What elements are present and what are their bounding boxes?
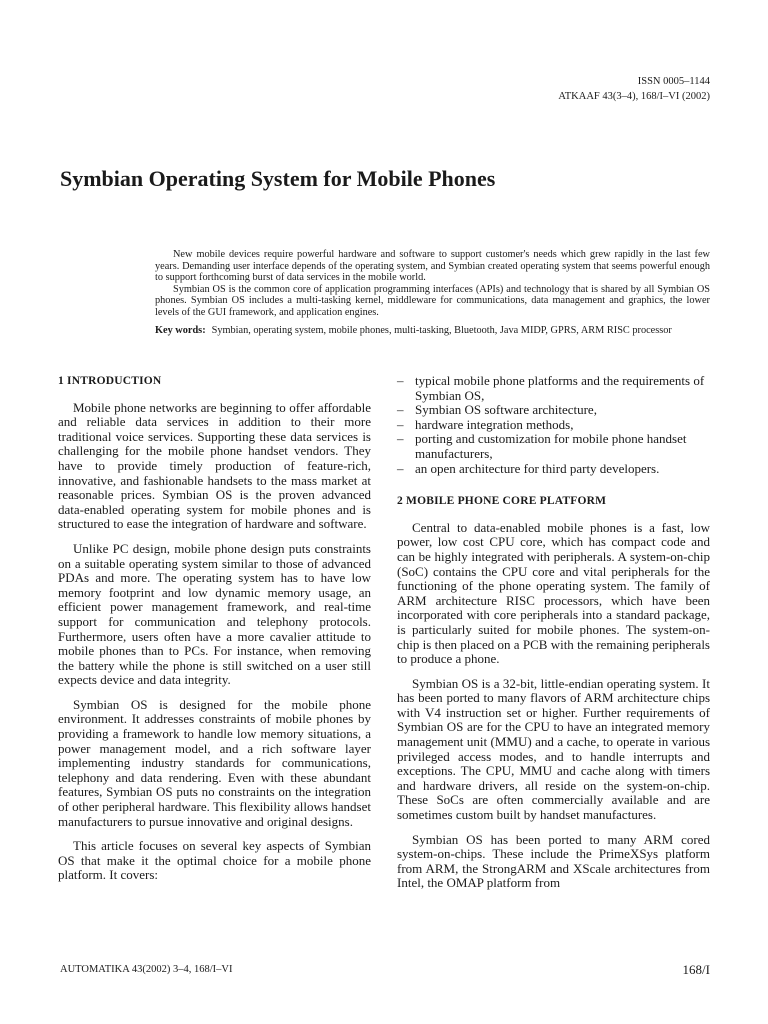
page-number: 168/I xyxy=(682,962,710,977)
paragraph: Central to data-enabled mobile phones is a fast, low power, low cost CPU core, which has compact code and can be highly integrated with peripherals. A system-on-chip (SoC) contains the CPU core and vital peripherals for the functioning of the phone operating system. The family of ARM architecture RISC processors, which have been incorporated with core peripherals into a standard package, is particularly suited for mobile phones. The system-on-chip is then placed on a PCB with the remaining peripherals to produce a phone. xyxy=(397,519,710,667)
keywords-label: Key words: xyxy=(155,324,206,336)
footer-journal: AUTOMATIKA 43(2002) 3–4, 168/I–VI xyxy=(60,964,233,975)
keywords-value: Symbian, operating system, mobile phones, multi-tasking, Bluetooth, Java MIDP, GPRS, ARM RISC processor xyxy=(211,324,672,336)
abstract-paragraph: Symbian OS is the common core of application programming interfaces (APIs) and technology that is shared by all Symbian OS phones. Symbian OS includes a multi-tasking kernel, middleware for communications, data management and graphics, the lower levels of the GUI framework, and application engines. xyxy=(155,283,710,318)
section-heading-introduction: 1 INTRODUCTION xyxy=(58,375,162,387)
paragraph: Mobile phone networks are beginning to offer affordable and reliable data services in addition to their more traditional voice services. Supporting these data services is challenging for the mobile phone handset vendors. They have to provide timely production of feature-rich, innovative, and fashionable handsets to the mass market at reasonable prices. Symbian OS is the proven advanced data-enabled operating system for mobile phones and is structured to ease the integration of hardware and software. xyxy=(58,399,371,532)
list-item: – Symbian OS software architecture, xyxy=(397,402,597,418)
issn: ISSN 0005–1144 xyxy=(637,76,710,87)
abstract xyxy=(155,249,710,336)
paragraph: Symbian OS has been ported to many ARM cored system-on-chips. These include the PrimeXSys platform from ARM, the StrongARM and XScale architectures from Intel, the OMAP platform from xyxy=(397,831,710,891)
paragraph: Unlike PC design, mobile phone design puts constraints on a suitable operating system similar to those of advanced PDAs and more. The operating system has to have low memory footprint and low dynamic memory usage, an efficient power management framework, and real-time support for communication and telephony protocols. Furthermore, users often have a more cavalier attitude to mobile phones than to PCs. For instance, when removing the battery while the phone is still switched on a user still expects device and data integrity. xyxy=(58,540,371,688)
keywords xyxy=(155,325,710,337)
citation: ATKAAF 43(3–4), 168/I–VI (2002) xyxy=(558,91,710,102)
left-column xyxy=(58,374,371,893)
paragraph: Symbian OS is designed for the mobile phone environment. It addresses constraints of mobile phones by providing a framework to handle low memory situations, a power management model, and a rich software layer implementing industry standards for communications, telephony and data rendering. Even with these abundant features, Symbian OS puts no constraints on the integration of other peripheral hardware. This flexibility allows handset manufacturers to pursue innovative and original designs. xyxy=(58,696,371,829)
list-item: – porting and customization for mobile phone handset manufacturers, xyxy=(397,431,687,461)
paragraph: Symbian OS is a 32-bit, little-endian operating system. It has been ported to many flavors of ARM architecture chips with V4 instruction set or higher. Further requirements of Symbian OS are for the CPU to have an integrated memory management unit (MMU) and a cache, to operate in various privileged access modes, and to handle interrupts and exceptions. The CPU, MMU and cache along with timers and hardware drivers, all reside on the system-on-chip. These SoCs are often commercially available and are sometimes custom built by handset manufactures. xyxy=(397,675,710,823)
list-item: – an open architecture for third party developers. xyxy=(397,460,660,476)
section-heading-core-platform: 2 MOBILE PHONE CORE PLATFORM xyxy=(397,495,607,508)
paragraph: This article focuses on several key aspects of Symbian OS that make it the optimal choice for a mobile phone platform. It covers: xyxy=(58,838,371,883)
list-item: – typical mobile phone platforms and the requirements of Symbian OS, xyxy=(397,373,705,403)
list-item: – hardware integration methods, xyxy=(397,416,574,432)
covered-topics-list xyxy=(397,374,710,476)
journal-header xyxy=(558,74,710,104)
abstract-paragraph: New mobile devices require powerful hardware and software to support customer's needs which grew rapidly in the last few years. Demanding user interface depends of the operating system, and Symbian created operating system that seems powerful enough to support forthcoming burst of data services in the mobile world. xyxy=(155,249,710,284)
right-column xyxy=(397,374,710,901)
paper-title: Symbian Operating System for Mobile Phones xyxy=(60,166,496,191)
